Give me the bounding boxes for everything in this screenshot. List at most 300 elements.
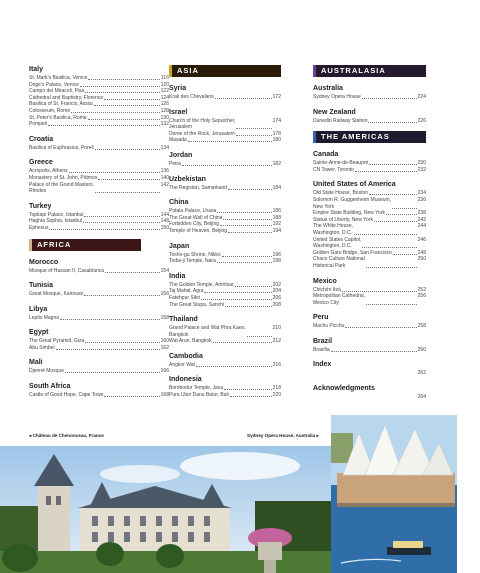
toc-section-egypt bbox=[29, 328, 169, 351]
page-number: 220 bbox=[272, 392, 281, 399]
toc-entry[interactable] bbox=[29, 268, 169, 275]
leader-dots bbox=[56, 345, 160, 350]
entry-name: Colosseum, Rome bbox=[29, 107, 71, 114]
section-title: Mali bbox=[29, 359, 43, 367]
toc-entry[interactable] bbox=[169, 228, 281, 235]
toc-section-jordan bbox=[169, 151, 281, 168]
page-number: 168 bbox=[160, 392, 169, 399]
section-title: China bbox=[169, 199, 189, 207]
page-number: 264 bbox=[417, 394, 426, 401]
leader-dots bbox=[201, 295, 272, 300]
toc-section-italy bbox=[29, 65, 169, 128]
page-number: 206 bbox=[272, 294, 281, 301]
toc-entry[interactable] bbox=[313, 94, 426, 101]
section-title: Cambodia bbox=[169, 352, 203, 360]
toc-entry[interactable] bbox=[169, 137, 281, 144]
page-number: 250 bbox=[417, 256, 426, 263]
page-number: 126 bbox=[160, 101, 169, 108]
page-number: 172 bbox=[272, 94, 281, 100]
leader-dots bbox=[393, 250, 417, 255]
section-title: India bbox=[169, 272, 186, 280]
section-title: Canada bbox=[313, 151, 339, 159]
section-title: New Zealand bbox=[313, 108, 356, 116]
toc-entry[interactable] bbox=[313, 250, 426, 257]
page-number: 180 bbox=[272, 137, 281, 144]
section-title: Libya bbox=[29, 305, 48, 313]
toc-entry[interactable] bbox=[169, 362, 281, 369]
toc-entry[interactable] bbox=[169, 325, 281, 338]
toc-entry[interactable] bbox=[29, 168, 169, 175]
toc-entry[interactable] bbox=[169, 185, 281, 192]
leader-dots bbox=[362, 94, 417, 99]
toc-entry[interactable] bbox=[29, 145, 169, 152]
entry-name: CN Tower, Toronto bbox=[313, 166, 354, 173]
sydney-opera-house-photo bbox=[331, 415, 457, 573]
entry-name: Potala Palace, Lhasa bbox=[169, 208, 217, 215]
leader-dots bbox=[235, 282, 272, 287]
entry-name: Basilica of Euphrasius, Poreč bbox=[29, 144, 95, 151]
leader-dots bbox=[213, 338, 272, 343]
leader-dots bbox=[71, 108, 160, 113]
leader-dots bbox=[215, 94, 272, 99]
chenonceau-photo bbox=[0, 446, 331, 573]
entry-name: The Great Stupa, Sanchi bbox=[169, 301, 225, 308]
toc-section-thailand bbox=[169, 315, 281, 345]
toc-entry[interactable] bbox=[169, 118, 281, 131]
toc-entry[interactable] bbox=[29, 392, 169, 399]
leader-dots bbox=[331, 347, 417, 352]
toc-section-peru bbox=[313, 313, 426, 330]
leader-dots bbox=[220, 221, 272, 226]
page-number: 248 bbox=[417, 249, 426, 256]
entry-name: Old State House, Boston bbox=[313, 190, 369, 197]
caption-sydney: Sydney Opera House, Australia ▸ bbox=[247, 433, 319, 438]
entry-name: St. Mark's Basilica, Venice bbox=[29, 75, 88, 81]
page-number: 192 bbox=[272, 221, 281, 228]
toc-entry[interactable] bbox=[29, 218, 169, 225]
entry-name: Krak des Chevaliers bbox=[169, 94, 214, 100]
section-title: Morocco bbox=[29, 258, 59, 266]
page-number: 166 bbox=[160, 368, 169, 375]
entry-name: Djenné Mosque bbox=[29, 368, 65, 375]
toc-section-uzbekistan bbox=[169, 175, 281, 192]
entry-name: Petra bbox=[169, 160, 181, 167]
toc-section-indonesia bbox=[169, 375, 281, 398]
leader-dots bbox=[94, 101, 160, 106]
toc-column-middle bbox=[169, 65, 281, 406]
toc-entry[interactable] bbox=[313, 160, 426, 167]
page-number: 136 bbox=[160, 168, 169, 175]
toc-section-acknowledgments bbox=[313, 384, 426, 401]
leader-dots bbox=[182, 161, 272, 166]
entry-name: Chaco Culture National Historical Park bbox=[313, 256, 365, 269]
entry-name: Leptis Magna bbox=[29, 314, 60, 321]
toc-entry[interactable] bbox=[29, 368, 169, 375]
toc-entry[interactable] bbox=[169, 161, 281, 168]
region-header-americas: THE AMERICAS bbox=[313, 131, 426, 143]
toc-entry[interactable] bbox=[313, 210, 426, 217]
toc-section-australia bbox=[313, 84, 426, 101]
entry-name: The Great Pyramid, Giza bbox=[29, 338, 85, 345]
toc-entry[interactable] bbox=[29, 75, 169, 82]
section-title: Index bbox=[313, 361, 332, 369]
leader-dots bbox=[392, 197, 417, 209]
page-number: 210 bbox=[272, 325, 281, 332]
entry-name: Dunedin Railway Station bbox=[313, 117, 368, 124]
leader-dots bbox=[88, 115, 160, 120]
leader-dots bbox=[366, 293, 417, 305]
section-title: Jordan bbox=[169, 151, 193, 159]
page-number: 128 bbox=[160, 107, 169, 114]
toc-section-mexico bbox=[313, 277, 426, 307]
section-title: South Africa bbox=[29, 383, 71, 391]
page-number: 130 bbox=[160, 114, 169, 121]
toc-entry[interactable] bbox=[169, 392, 281, 399]
toc-entry[interactable] bbox=[29, 182, 169, 195]
page-number: 252 bbox=[417, 286, 426, 293]
section-title: Syria bbox=[169, 85, 187, 92]
entry-name: Palace of the Grand Masters, Rhodes bbox=[29, 181, 95, 195]
section-title: Thailand bbox=[169, 316, 198, 324]
entry-name: Solomon R. Guggenheim Museum, New York bbox=[313, 196, 392, 210]
entry-name: Todai-ji Temple, Nara bbox=[169, 258, 216, 265]
entry-name: Borobodur Temple, Java bbox=[169, 385, 224, 392]
toc-section-cambodia bbox=[169, 352, 281, 369]
leader-dots bbox=[230, 392, 272, 397]
page-number: 134 bbox=[160, 144, 169, 151]
entry-name: Masada bbox=[169, 137, 187, 144]
toc-entry[interactable] bbox=[29, 108, 169, 115]
page-number: 246 bbox=[417, 236, 426, 243]
toc-section-turkey bbox=[29, 202, 169, 232]
page-number: 162 bbox=[160, 344, 169, 351]
page-number: 160 bbox=[160, 338, 169, 345]
page-number: 140 bbox=[160, 174, 169, 181]
page-number: 178 bbox=[272, 130, 281, 137]
entry-name: The Registan, Samarkand bbox=[169, 184, 228, 191]
region-header-australasia: AUSTRALASIA bbox=[313, 65, 426, 77]
page-number: 258 bbox=[417, 323, 426, 330]
toc-entry[interactable] bbox=[169, 258, 281, 265]
entry-name: Cathedral and Baptistry, Florence bbox=[29, 94, 104, 101]
toc-entry[interactable] bbox=[313, 197, 426, 210]
toc-section-croatia bbox=[29, 135, 169, 152]
entry-name: Taj Mahal, Agra bbox=[169, 288, 204, 295]
page-number: 236 bbox=[417, 196, 426, 203]
section-title: Egypt bbox=[29, 329, 49, 337]
page-number: 196 bbox=[272, 251, 281, 258]
leader-dots bbox=[228, 228, 272, 233]
toc-section-brazil bbox=[313, 337, 426, 354]
toc-entry[interactable] bbox=[313, 217, 426, 224]
entry-name: Castle of Good Hope, Cape Town bbox=[29, 392, 104, 399]
leader-dots bbox=[85, 338, 159, 343]
leader-dots bbox=[222, 252, 272, 257]
page-number: 212 bbox=[272, 338, 281, 345]
toc-entry[interactable] bbox=[29, 345, 169, 352]
page-number: 256 bbox=[417, 293, 426, 300]
page-number: 132 bbox=[160, 121, 169, 128]
toc-entry[interactable] bbox=[29, 95, 169, 102]
toc-entry[interactable] bbox=[313, 118, 426, 125]
toc-section-india bbox=[169, 272, 281, 308]
leader-dots bbox=[83, 218, 160, 223]
toc-entry[interactable] bbox=[313, 167, 426, 174]
entry-name: Basilica of St. Francis, Assisi bbox=[29, 101, 93, 108]
page-number: 216 bbox=[272, 361, 281, 368]
leader-dots bbox=[84, 212, 159, 217]
page-number: 218 bbox=[272, 385, 281, 392]
toc-entry[interactable] bbox=[313, 323, 426, 330]
section-title: Mexico bbox=[313, 277, 337, 285]
leader-dots bbox=[228, 185, 272, 190]
page-number: 262 bbox=[417, 370, 426, 377]
page-number: 142 bbox=[160, 181, 169, 188]
page-number: 120 bbox=[160, 81, 169, 88]
entry-name: Empire State Building, New York bbox=[313, 210, 385, 217]
page-number: 184 bbox=[272, 184, 281, 191]
page-number: 148 bbox=[160, 218, 169, 225]
entry-name: Brasília bbox=[313, 346, 330, 353]
entry-name: Angkor Wat bbox=[169, 361, 195, 368]
toc-entry[interactable] bbox=[29, 121, 169, 128]
leader-dots bbox=[369, 190, 417, 195]
toc-entry[interactable] bbox=[313, 394, 426, 401]
entry-name: Pompeii bbox=[29, 121, 48, 128]
leader-dots bbox=[342, 287, 417, 292]
toc-entry[interactable] bbox=[313, 287, 426, 294]
leader-dots bbox=[204, 288, 271, 293]
entry-name: Dome of the Rock, Jerusalem bbox=[169, 130, 235, 137]
entry-name: Acropolis, Athens bbox=[29, 168, 68, 175]
page-number: 174 bbox=[272, 117, 281, 124]
entry-name: Monastery of St. John, Pátmos bbox=[29, 174, 98, 181]
entry-name: St. Peter's Basilica, Rome bbox=[29, 114, 87, 121]
leader-dots bbox=[236, 118, 271, 130]
entry-name: Haghia Sophia, Istanbul bbox=[29, 218, 83, 225]
entry-name: Doge's Palace, Venice bbox=[29, 81, 79, 88]
toc-entry[interactable] bbox=[29, 212, 169, 219]
toc-entry[interactable] bbox=[29, 115, 169, 122]
section-title: Croatia bbox=[29, 135, 54, 143]
page-number: 242 bbox=[417, 216, 426, 223]
section-title: Tunisia bbox=[29, 282, 53, 290]
entry-name: Grand Palace and Wat Phra Kaeo, Bangkok bbox=[169, 325, 246, 338]
leader-dots bbox=[362, 237, 416, 249]
page-number: 260 bbox=[417, 346, 426, 353]
entry-name: The Great Wall of China bbox=[169, 214, 223, 221]
leader-dots bbox=[369, 160, 416, 165]
page-number: 204 bbox=[272, 288, 281, 295]
page-number: 226 bbox=[417, 117, 426, 124]
region-header-asia: ASIA bbox=[169, 65, 281, 77]
leader-dots bbox=[69, 168, 160, 173]
page-number: 208 bbox=[272, 301, 281, 308]
leader-dots bbox=[314, 394, 417, 399]
toc-entry[interactable] bbox=[169, 252, 281, 259]
toc-entry[interactable] bbox=[29, 338, 169, 345]
toc-column-left bbox=[29, 65, 169, 406]
entry-name: Sydney Opera House bbox=[313, 94, 361, 100]
entry-name: United States Capitol, Washington, D.C. bbox=[313, 236, 362, 250]
leader-dots bbox=[98, 175, 159, 180]
leader-dots bbox=[366, 256, 417, 268]
page-number: 198 bbox=[272, 258, 281, 265]
page-number: 150 bbox=[160, 224, 169, 231]
leader-dots bbox=[236, 131, 272, 136]
page-number: 244 bbox=[417, 223, 426, 230]
toc-entry[interactable] bbox=[169, 338, 281, 345]
leader-dots bbox=[188, 137, 272, 142]
region-header-africa: AFRICA bbox=[29, 239, 141, 251]
leader-dots bbox=[345, 323, 416, 328]
leader-dots bbox=[196, 362, 272, 367]
section-title: Australia bbox=[313, 85, 343, 92]
toc-entry[interactable] bbox=[313, 237, 426, 250]
entry-name: Great Mosque, Kairouan bbox=[29, 291, 84, 298]
toc-section-united-states-of-america bbox=[313, 180, 426, 269]
leader-dots bbox=[354, 223, 417, 235]
leader-dots bbox=[85, 88, 159, 93]
section-title: Uzbekistan bbox=[169, 175, 206, 183]
entry-name: Abu Simbel bbox=[29, 344, 55, 351]
toc-entry[interactable] bbox=[169, 94, 281, 101]
entry-name: Temple of Heaven, Beijing bbox=[169, 227, 228, 234]
toc-section-new-zealand bbox=[313, 108, 426, 125]
entry-name: Campo dei Miracoli, Pisa bbox=[29, 88, 85, 95]
toc-entry[interactable] bbox=[313, 370, 426, 377]
entry-name: Forbidden City, Beijing bbox=[169, 221, 219, 228]
toc-section-libya bbox=[29, 305, 169, 322]
page-number: 158 bbox=[160, 314, 169, 321]
leader-dots bbox=[105, 268, 160, 273]
toc-entry[interactable] bbox=[29, 315, 169, 322]
leader-dots bbox=[247, 325, 272, 337]
section-title: Peru bbox=[313, 314, 329, 322]
section-title: Turkey bbox=[29, 202, 52, 210]
toc-entry[interactable] bbox=[169, 385, 281, 392]
entry-name: Machu Picchu bbox=[313, 323, 345, 330]
toc-entry[interactable] bbox=[29, 225, 169, 232]
entry-name: Pura Ulun Danu Batur, Bali bbox=[169, 392, 229, 399]
toc-section-tunisia bbox=[29, 281, 169, 298]
toc-entry[interactable] bbox=[313, 256, 426, 269]
toc-section-south-africa bbox=[29, 382, 169, 399]
leader-dots bbox=[386, 210, 417, 215]
toc-entry[interactable] bbox=[29, 291, 169, 298]
leader-dots bbox=[80, 82, 160, 87]
toc-entry[interactable] bbox=[169, 295, 281, 302]
toc-entry[interactable] bbox=[313, 347, 426, 354]
page-number: 234 bbox=[417, 190, 426, 197]
toc-entry[interactable] bbox=[313, 293, 426, 306]
entry-name: Topkapı Palace, Istanbul bbox=[29, 211, 84, 218]
entry-name: Statue of Liberty, New York bbox=[313, 216, 373, 223]
page-number: 154 bbox=[160, 267, 169, 274]
toc-section-israel bbox=[169, 108, 281, 144]
section-title: Indonesia bbox=[169, 376, 202, 384]
page-number: 194 bbox=[272, 227, 281, 234]
entry-name: Mosque of Hassan II, Casablanca bbox=[29, 267, 105, 274]
toc-entry[interactable] bbox=[29, 88, 169, 95]
toc-entry[interactable] bbox=[169, 131, 281, 138]
leader-dots bbox=[225, 302, 272, 307]
section-title: United States of America bbox=[313, 181, 396, 189]
toc-entry[interactable] bbox=[169, 288, 281, 295]
entry-name: Sainte-Anne-de-Beaupré bbox=[313, 160, 369, 167]
leader-dots bbox=[48, 121, 160, 126]
toc-section-canada bbox=[313, 150, 426, 173]
toc-section-index bbox=[313, 360, 426, 377]
entry-name: Church of the Holy Sepulcher, Jerusalem bbox=[169, 117, 236, 131]
leader-dots bbox=[95, 182, 160, 194]
page-number: 182 bbox=[272, 160, 281, 167]
page-number: 122 bbox=[160, 88, 169, 95]
toc-entry[interactable] bbox=[169, 302, 281, 309]
entry-name: Ephesus bbox=[29, 224, 49, 231]
toc-entry[interactable] bbox=[29, 82, 169, 89]
entry-name: Golden Gate Bridge, San Francisco bbox=[313, 249, 392, 256]
page-number: 202 bbox=[272, 281, 281, 288]
leader-dots bbox=[49, 225, 159, 230]
leader-dots bbox=[95, 145, 160, 150]
toc-column-right bbox=[313, 65, 426, 408]
page-number: 230 bbox=[417, 160, 426, 167]
page-number: 156 bbox=[160, 291, 169, 298]
entry-name: Fatehpur Sikri bbox=[169, 294, 201, 301]
page-number: 232 bbox=[417, 166, 426, 173]
toc-section-morocco bbox=[29, 258, 169, 275]
toc-entry[interactable] bbox=[169, 208, 281, 215]
entry-name: Tosho-gu Shrine, Nikko bbox=[169, 251, 221, 258]
toc-entry[interactable] bbox=[169, 215, 281, 222]
leader-dots bbox=[88, 75, 160, 80]
entry-name: Metropolitan Cathedral, Mexico City bbox=[313, 293, 365, 306]
page-number: 124 bbox=[160, 94, 169, 101]
toc-entry[interactable] bbox=[29, 101, 169, 108]
toc-section-syria bbox=[169, 84, 281, 101]
toc-entry[interactable] bbox=[313, 223, 426, 236]
leader-dots bbox=[368, 118, 416, 123]
section-title: Israel bbox=[169, 108, 188, 116]
section-title: Japan bbox=[169, 242, 190, 250]
toc-entry[interactable] bbox=[169, 282, 281, 289]
toc-entry[interactable] bbox=[313, 190, 426, 197]
leader-dots bbox=[223, 215, 271, 220]
toc-section-china bbox=[169, 198, 281, 234]
entry-name: Chichén Itzá bbox=[313, 286, 341, 293]
leader-dots bbox=[374, 217, 417, 222]
page-number: 188 bbox=[272, 214, 281, 221]
entry-name: The Golden Temple, Amritsar bbox=[169, 281, 234, 288]
toc-entry[interactable] bbox=[29, 175, 169, 182]
section-title: Italy bbox=[29, 66, 44, 73]
leader-dots bbox=[224, 385, 272, 390]
entry-name: Wat Arun, Bangkok bbox=[169, 338, 212, 345]
page-number: 224 bbox=[417, 94, 426, 100]
toc-section-japan bbox=[169, 242, 281, 265]
leader-dots bbox=[217, 258, 272, 263]
page-number: 186 bbox=[272, 208, 281, 215]
entry-name: The White House, Washington, D.C. bbox=[313, 223, 354, 236]
leader-dots bbox=[104, 392, 159, 397]
page-number: 116 bbox=[161, 75, 169, 81]
section-title: Brazil bbox=[313, 337, 333, 345]
leader-dots bbox=[217, 208, 271, 213]
toc-entry[interactable] bbox=[169, 221, 281, 228]
leader-dots bbox=[60, 315, 160, 320]
leader-dots bbox=[355, 167, 417, 172]
